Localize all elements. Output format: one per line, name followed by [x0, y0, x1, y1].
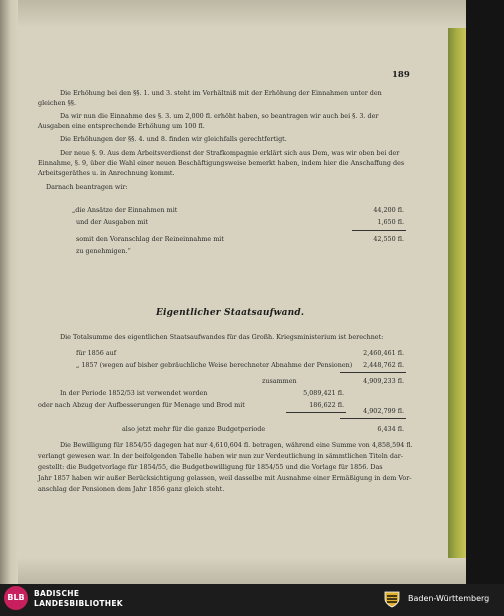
page-bottom-edge — [18, 558, 466, 584]
library-name-line1: BADISCHE — [34, 589, 80, 598]
calc-row: also jetzt mehr für die ganze Budgetperiode — [122, 425, 266, 433]
proposal-amount: 1,650 fl. — [377, 218, 404, 226]
calc-amount: 4,909,233 fl. — [363, 377, 404, 385]
text-line: Die Erhöhung bei den §§. 1. und 3. steht im Verhältniß mit der Erhöhung der Einnahmen unter den — [60, 89, 382, 97]
calc-amount: 5,089,421 fl. — [303, 389, 344, 397]
text-line: anschlag der Pensionen dem Jahr 1856 ganz gleich steht. — [38, 485, 225, 493]
calc-row: zusammen — [262, 377, 297, 385]
sum-rule — [340, 372, 406, 373]
calc-row: In der Periode 1852/53 ist verwendet worden — [60, 389, 208, 397]
calc-amount: 2,460,461 fl. — [363, 349, 404, 357]
proposal-row: „die Ansätze der Einnahmen mit — [72, 206, 178, 214]
text-line: Die Erhöhungen der §§. 4. und 8. finden wir gleichfalls gerechtfertigt. — [60, 135, 287, 143]
section-heading: Eigentlicher Staatsaufwand. — [156, 308, 305, 318]
book-spine — [0, 0, 18, 584]
calc-row: „ 1857 (wegen auf bisher gebräuchliche Weise berechneter Abnahme der Pensionen) — [76, 361, 353, 369]
coat-of-arms-icon — [382, 589, 402, 609]
scan-background — [466, 0, 504, 584]
proposal-row: somit den Voranschlag der Reineinnahme mit — [76, 235, 224, 243]
calc-amount: 186,622 fl. — [309, 401, 344, 409]
sum-rule — [352, 230, 406, 231]
calc-amount: 6,434 fl. — [377, 425, 404, 433]
page-fore-edge — [448, 28, 466, 558]
text-line: Ausgaben eine entsprechende Erhöhung um 100 fl. — [38, 122, 205, 130]
intro-line: Die Totalsumme des eigentlichen Staatsaufwandes für das Großh. Kriegsministerium ist berechnet: — [60, 333, 384, 341]
text-line: gleichen §§. — [38, 99, 77, 107]
sum-rule — [340, 418, 406, 419]
text-line: Einnahme, §. 9, über die Wahl einer neuen Beschäftigungsweise bemerkt haben, indem hier die Anschaffung des — [38, 159, 405, 167]
text-line: gestellt: die Budgetvorlage für 1854/55, die Budgetbewilligung für 1854/55 und die Vorlage für 1856. Das — [38, 463, 383, 471]
state-name[interactable]: Baden-Württemberg — [408, 594, 490, 603]
proposal-amount: 44,200 fl. — [373, 206, 404, 214]
text-line: Da wir nun die Einnahme des §. 3. um 2,000 fl. erhöht haben, so beantragen wir auch bei §. 3. der — [60, 112, 379, 120]
text-line: Darnach beantragen wir: — [46, 183, 128, 191]
proposal-row: zu genehmigen.“ — [76, 247, 131, 255]
calc-row: für 1856 auf — [76, 349, 117, 357]
blb-logo-icon[interactable]: BLB — [4, 586, 28, 610]
text-line: Arbeitsgeräthes u. in Anrechnung kommt. — [38, 169, 175, 177]
text-line: Die Bewilligung für 1854/55 dagegen hat nur 4,610,604 fl. betragen, während eine Summe von 4,858,594 fl. — [60, 441, 413, 449]
text-line: Der neue §. 9. Aus dem Arbeitsverdienst der Strafkompagnie erklärt sich aus Dem, was wir oben bei der — [60, 149, 400, 157]
proposal-amount: 42,550 fl. — [373, 235, 404, 243]
library-name[interactable] — [34, 589, 123, 609]
text-line: Jahr 1857 haben wir außer Berücksichtigung gelassen, weil dasselbe mit Ausnahme einer Ermäßigung in dem Vor- — [38, 474, 412, 482]
calc-amount: 4,902,799 fl. — [363, 407, 404, 415]
library-name-line2: LANDESBIBLIOTHEK — [34, 599, 123, 608]
proposal-row: und der Ausgaben mit — [76, 218, 148, 226]
text-line: verlangt gewesen war. In der beifolgenden Tabelle haben wir nun zur Verdeutlichung in sämmtlichen Titeln dar- — [38, 452, 403, 460]
calc-amount: 2,448,762 fl. — [363, 361, 404, 369]
calc-row: oder nach Abzug der Aufbesserungen für Menage und Brod mit — [38, 401, 245, 409]
sum-rule — [286, 412, 346, 413]
page-number: 189 — [392, 70, 410, 80]
page-top-edge — [18, 0, 466, 28]
